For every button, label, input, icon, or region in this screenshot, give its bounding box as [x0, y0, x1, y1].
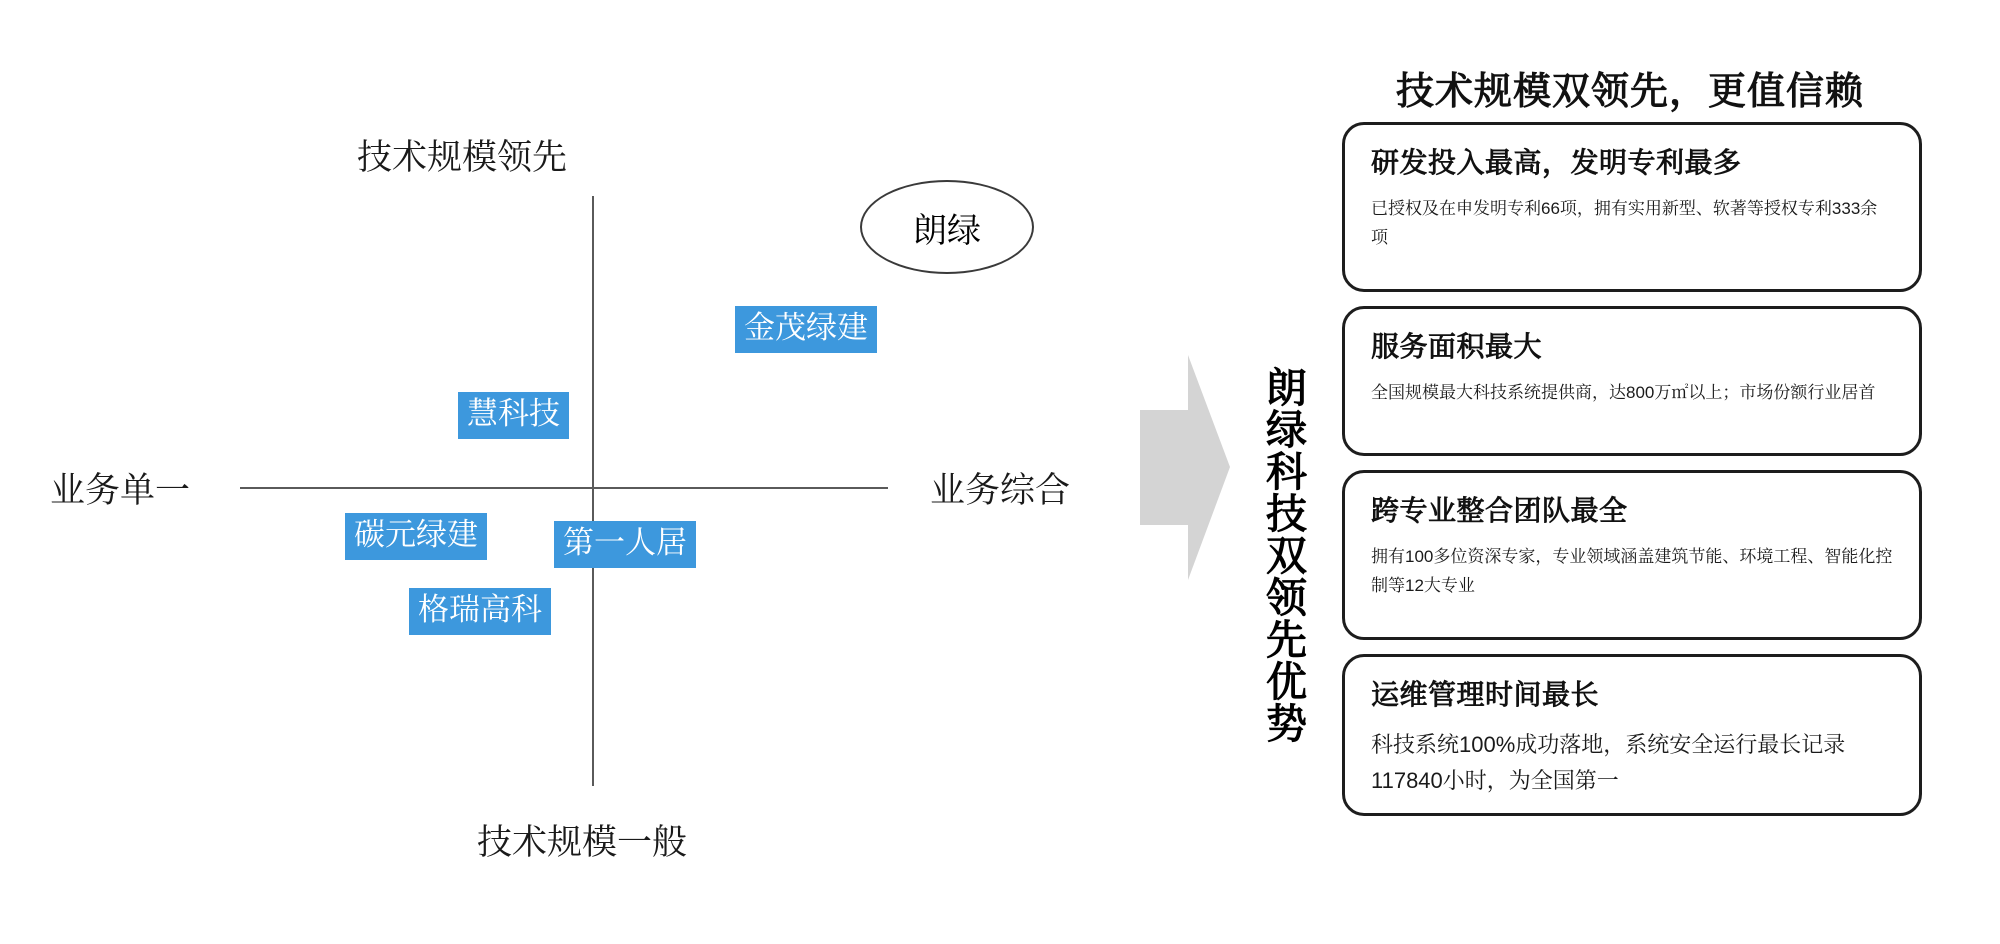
advantage-card[interactable]	[1342, 122, 1922, 292]
advantage-card-body: 拥有100多位资深专家，专业领域涵盖建筑节能、环境工程、智能化控制等12大专业	[1371, 547, 1893, 595]
highlight-node-langlv[interactable]	[860, 180, 1034, 274]
advantage-card[interactable]	[1342, 306, 1922, 456]
horizontal-axis-line	[240, 487, 888, 489]
axis-label-left: 业务单一	[50, 471, 191, 510]
advantage-card[interactable]	[1342, 470, 1922, 640]
right-arrow-icon	[1140, 355, 1230, 580]
advantage-card[interactable]	[1342, 654, 1922, 816]
company-tag-tanyuan[interactable]	[345, 513, 487, 560]
company-tag-huikeji[interactable]	[458, 392, 569, 439]
advantage-card-title: 跨专业整合团队最全	[1371, 495, 1628, 526]
advantages-panel	[1330, 50, 1950, 910]
advantage-card-title: 研发投入最高，发明专利最多	[1371, 147, 1742, 178]
advantage-card-body: 全国规模最大科技系统提供商，达800万㎡以上；市场份额行业居首	[1371, 383, 1876, 402]
advantage-card-body: 科技系统100%成功落地，系统安全运行最长记录117840小时，为全国第一	[1371, 732, 1846, 794]
company-tag-diyirenju[interactable]	[554, 521, 696, 568]
company-tag-label: 金茂绿建	[744, 310, 868, 345]
company-tag-label: 碳元绿建	[354, 517, 478, 552]
company-tag-label: 第一人居	[563, 525, 687, 560]
highlight-node-label: 朗绿	[913, 211, 981, 250]
company-tag-label: 慧科技	[467, 396, 560, 431]
axis-label-bottom: 技术规模一般	[476, 823, 688, 862]
advantage-card-title: 运维管理时间最长	[1371, 679, 1600, 710]
company-tag-label: 格瑞高科	[418, 592, 542, 627]
company-tag-jinmao[interactable]	[735, 306, 877, 353]
advantage-card-title: 服务面积最大	[1371, 331, 1543, 362]
vertical-axis-line	[592, 196, 594, 786]
panel-title: 技术规模双领先，更值信赖	[1395, 71, 1864, 113]
company-tag-geruigaoke[interactable]	[409, 588, 551, 635]
axis-label-top: 技术规模领先	[356, 138, 568, 177]
vertical-caption: 朗绿科技双领先优势	[1260, 366, 1306, 744]
axis-label-right: 业务综合	[930, 471, 1071, 510]
advantage-card-body: 已授权及在申发明专利66项，拥有实用新型、软著等授权专利333余项	[1371, 199, 1878, 247]
